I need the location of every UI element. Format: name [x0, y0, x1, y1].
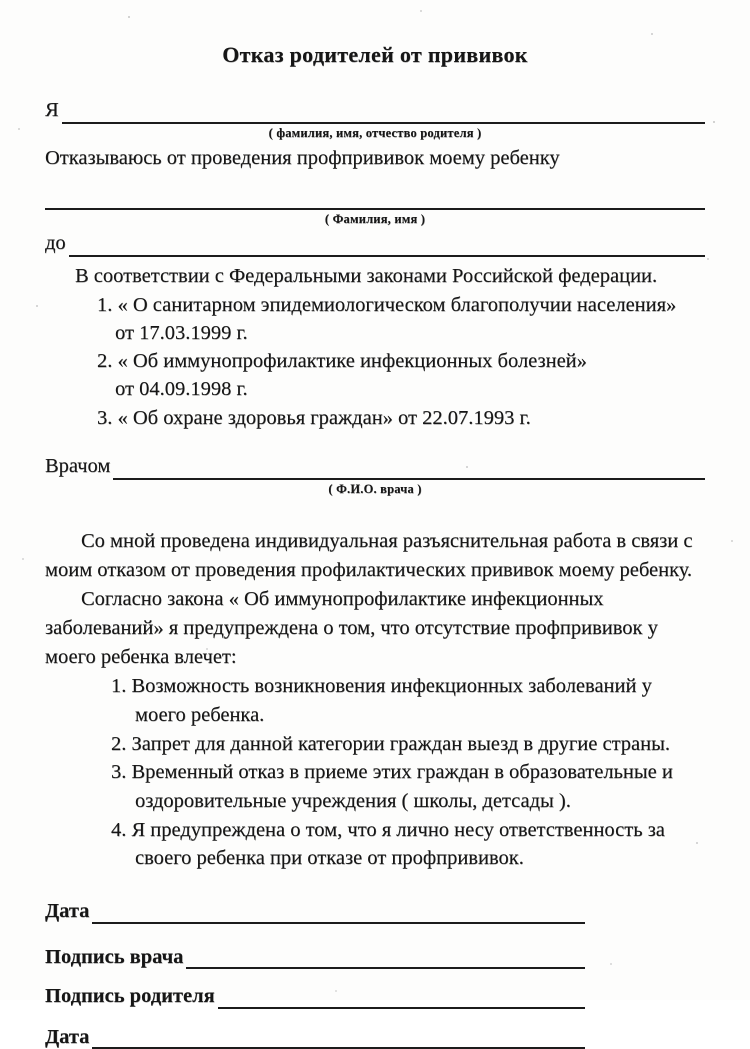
law-title-text: « Об иммунопрофилактике инфекционных болезней»: [117, 350, 587, 373]
law-number: 2.: [97, 350, 113, 373]
consequence-number: 4.: [111, 818, 127, 841]
date-label-bottom: Дата: [45, 1025, 90, 1048]
doctor-name-blank-line: [113, 456, 705, 480]
doctor-name-caption: ( Ф.И.О. врача ): [328, 481, 422, 496]
date-blank-line: [92, 902, 585, 923]
parent-name-caption: ( фамилия, имя, отчество родителя ): [268, 125, 482, 140]
law-date: от 17.03.1999 г.: [115, 321, 248, 344]
until-date-blank-line: [69, 233, 705, 257]
law-number: 1.: [97, 293, 113, 316]
law-title: [45, 291, 705, 319]
warning-paragraph: Согласно закона « Об иммунопрофилактике инфекционных заболеваний» я предупреждена о том, что отсутствие профпрививок у моего ребенка влечет:: [45, 587, 658, 669]
until-date-label: до: [45, 232, 66, 255]
document-title: Отказ родителей от прививок: [222, 42, 528, 67]
consequence-number: 3.: [111, 761, 127, 784]
consequence-item: [45, 730, 705, 759]
laws-list: [45, 291, 705, 432]
refusal-statement: Отказываюсь от проведения профпрививок моему ребенку: [45, 146, 560, 169]
counseling-paragraph: Со мной проведена индивидуальная разъяснительная работа в связи с моим отказом от проведения профилактических прививок моему ребенку.: [45, 529, 693, 581]
scan-noise: [0, 0, 2, 2]
doctor-name-row: [45, 454, 705, 480]
parent-signature-label: Подпись родителя: [45, 985, 215, 1008]
parent-name-row: [45, 98, 705, 124]
parent-signature-blank-line: [218, 987, 585, 1008]
consequence-number: 2.: [111, 732, 127, 755]
until-date-row: [45, 231, 705, 257]
parent-name-label: Я: [45, 99, 59, 121]
date-label: Дата: [45, 899, 90, 922]
law-title-text: « Об охране здоровья граждан» от 22.07.1993 г.: [117, 406, 531, 429]
doctor-signature-label: Подпись врача: [45, 945, 184, 968]
law-title-text: « О санитарном эпидемиологическом благополучии населения»: [117, 293, 677, 316]
doctor-name-label: Врачом: [45, 455, 111, 477]
consequence-text: Запрет для данной категории граждан выезд в другие страны.: [131, 732, 670, 755]
date-row: [45, 899, 585, 924]
consequences-list: [45, 672, 705, 873]
consequence-text: Временный отказ в приеме этих граждан в образовательные и оздоровительные учреждения ( школы, детсады ).: [131, 761, 673, 812]
parent-signature-row: [45, 984, 585, 1009]
law-item: [45, 404, 705, 432]
date-row-bottom: [45, 1025, 585, 1049]
law-title: [45, 404, 705, 432]
consequence-number: 1.: [111, 675, 127, 698]
law-date: от 04.09.1998 г.: [115, 378, 248, 401]
child-name-blank-line: [45, 188, 705, 210]
consequence-text: Возможность возникновения инфекционных заболеваний у моего ребенка.: [131, 675, 652, 726]
law-number: 3.: [97, 406, 113, 429]
laws-intro: В соответствии с Федеральными законами Российской федерации.: [75, 264, 658, 287]
child-name-caption: ( Фамилия, имя ): [324, 212, 426, 227]
doctor-signature-blank-line: [186, 948, 585, 969]
consequence-item: [45, 672, 705, 729]
parent-name-blank-line: [62, 100, 705, 124]
law-item: [45, 347, 705, 404]
consequence-item: [45, 758, 705, 815]
date-blank-line-bottom: [92, 1028, 585, 1049]
doctor-signature-row: [45, 945, 585, 970]
law-title: [45, 347, 705, 375]
consequence-item: [45, 816, 705, 873]
consequence-text: Я предупреждена о том, что я лично несу ответственность за своего ребенка при отказе от профпрививок.: [131, 818, 665, 870]
law-item: [45, 291, 705, 348]
